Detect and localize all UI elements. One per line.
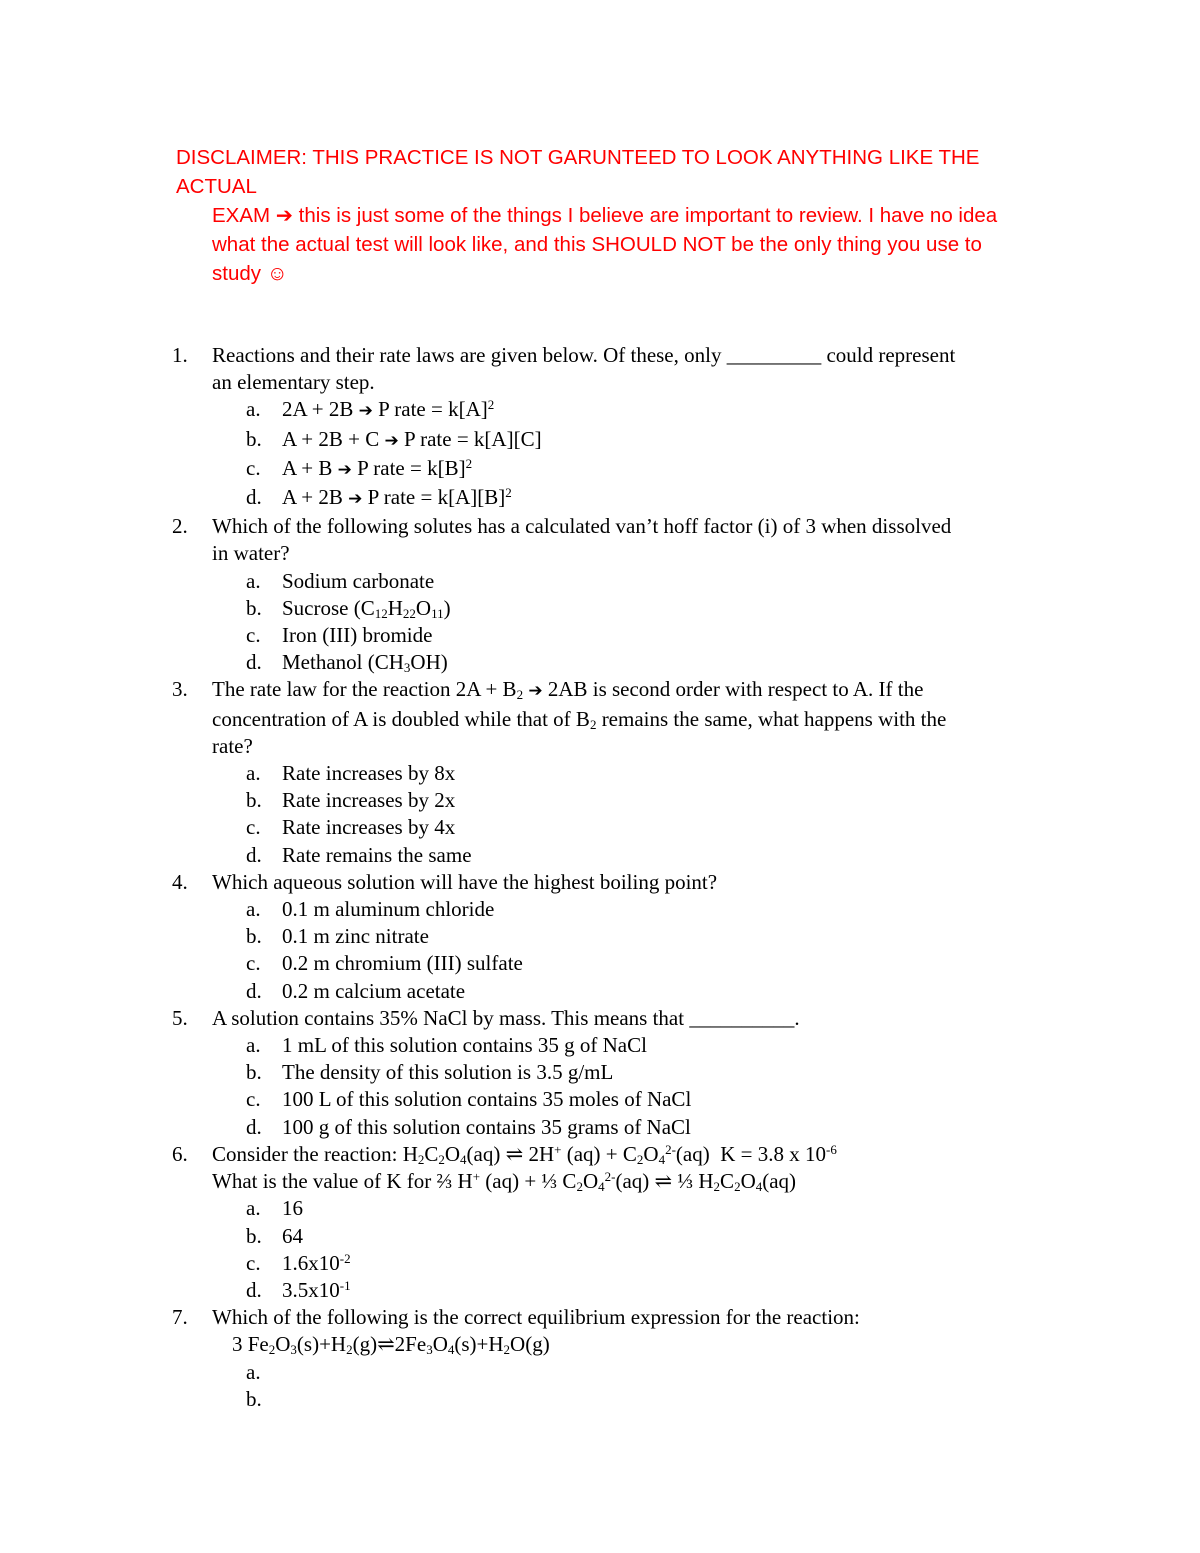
option-text: 0.2 m chromium (III) sulfate bbox=[282, 951, 523, 976]
question-number: 3. bbox=[172, 677, 188, 702]
question-text: The rate law for the reaction $2A + B_2$ ➔ 2AB is second order with respect to A. If the bbox=[212, 677, 924, 703]
option-text: 0.1 m aluminum chloride bbox=[282, 897, 495, 922]
answer-option bbox=[172, 649, 1072, 676]
question-5 bbox=[172, 1005, 1072, 1032]
answer-option bbox=[172, 1086, 1072, 1113]
option-text: 16 bbox=[282, 1196, 303, 1221]
option-letter: a. bbox=[246, 897, 261, 922]
question-text: rate? bbox=[212, 733, 253, 758]
question-number: 6. bbox=[172, 1141, 188, 1166]
option-letter: b. bbox=[246, 1223, 262, 1248]
option-text: 0.2 m calcium acetate bbox=[282, 978, 466, 1003]
answer-option bbox=[172, 1250, 1072, 1277]
answer-option bbox=[172, 1359, 1072, 1386]
option-letter: a. bbox=[246, 1359, 261, 1384]
answer-option bbox=[172, 1277, 1072, 1304]
option-text: A + 2B ➔ P rate = $k[A][B]^2$ bbox=[282, 485, 512, 510]
option-letter: b. bbox=[246, 426, 262, 451]
answer-option bbox=[172, 787, 1072, 814]
answer-option bbox=[172, 426, 1072, 455]
option-letter: c. bbox=[246, 623, 261, 648]
answer-option bbox=[172, 396, 1072, 425]
question-number: 5. bbox=[172, 1005, 188, 1030]
option-letter: a. bbox=[246, 568, 261, 593]
answer-option bbox=[172, 1032, 1072, 1059]
option-text: Sodium carbonate bbox=[282, 568, 435, 593]
question-3 bbox=[172, 676, 1072, 760]
question-text: in water? bbox=[212, 541, 290, 566]
disclaimer-line: study ☺ bbox=[212, 262, 288, 285]
option-letter: d. bbox=[246, 842, 262, 867]
option-text: Rate increases by 4x bbox=[282, 815, 456, 840]
disclaimer-line: what the actual test will look like, and this SHOULD NOT be the only thing you use to bbox=[212, 233, 982, 256]
option-text: Sucrose $(C_{12}H_{22}O_{11})$ bbox=[282, 595, 451, 621]
answer-option bbox=[172, 595, 1072, 622]
question-text: Which of the following solutes has a calculated van’t hoff factor (i) of 3 when dissolved bbox=[212, 514, 952, 539]
answer-option bbox=[172, 923, 1072, 950]
question-7 bbox=[172, 1304, 1072, 1331]
option-text: 2A + 2B ➔ P rate = $k[A]^2$ bbox=[282, 397, 495, 422]
answer-option bbox=[172, 1114, 1072, 1141]
question-text: Consider the reaction: $H_2C_2O_4(aq)$ ⇌ 2H+ $(aq) + C_2O_4^{2-}(aq) K = 3.8$ x $10^{-6}$ bbox=[212, 1141, 837, 1167]
option-letter: d. bbox=[246, 1114, 262, 1139]
question-number: 4. bbox=[172, 869, 188, 894]
disclaimer bbox=[176, 143, 1056, 288]
answer-option bbox=[172, 896, 1072, 923]
option-letter: a. bbox=[246, 1196, 261, 1221]
option-letter: d. bbox=[246, 650, 262, 675]
option-text bbox=[282, 1360, 287, 1384]
question-text: an elementary step. bbox=[212, 370, 375, 395]
option-text bbox=[282, 1387, 287, 1411]
question-number: 2. bbox=[172, 514, 188, 539]
option-letter: b. bbox=[246, 924, 262, 949]
option-letter: a. bbox=[246, 1033, 261, 1058]
option-letter: b. bbox=[246, 1386, 262, 1411]
answer-option bbox=[172, 760, 1072, 787]
option-text: A + 2B + C ➔ P rate = k[A][C] bbox=[282, 426, 542, 451]
option-text: 100 L of this solution contains 35 moles of NaCl bbox=[282, 1087, 692, 1112]
option-letter: c. bbox=[246, 951, 261, 976]
option-text: $3.5x10^{-1}$ bbox=[282, 1277, 351, 1302]
question-number: 1. bbox=[172, 343, 188, 367]
reaction-equation: 3 $Fe_2O_3(s)+H_2(g)\rightleftharpoons 2Fe_3O_4(s)+H_2O(g)$ bbox=[232, 1332, 550, 1358]
answer-option bbox=[172, 978, 1072, 1005]
question-2 bbox=[172, 513, 1072, 567]
answer-option bbox=[172, 1386, 1072, 1413]
answer-option bbox=[172, 568, 1072, 595]
question-text: Which aqueous solution will have the highest boiling point? bbox=[212, 869, 718, 894]
question-text: A solution contains 35% NaCl by mass. This means that __________. bbox=[212, 1005, 800, 1030]
option-text: 64 bbox=[282, 1223, 303, 1248]
question-list bbox=[172, 342, 1072, 1413]
option-text: $1.6x10^{-2}$ bbox=[282, 1250, 351, 1275]
answer-option bbox=[172, 455, 1072, 484]
answer-option bbox=[172, 950, 1072, 977]
answer-option bbox=[172, 1059, 1072, 1086]
question-4 bbox=[172, 869, 1072, 896]
question-number: 7. bbox=[172, 1305, 188, 1330]
option-text: Iron (III) bromide bbox=[282, 623, 433, 648]
question-text: Which of the following is the correct equilibrium expression for the reaction: bbox=[212, 1305, 860, 1330]
answer-option bbox=[172, 842, 1072, 869]
option-text: Methanol $(CH_3OH)$ bbox=[282, 650, 448, 676]
question-text: concentration of A is doubled while that of $B_2$ remains the same, what happens with the bbox=[212, 706, 947, 732]
disclaimer-line: EXAM ➔ this is just some of the things I believe are important to review. I have no idea bbox=[212, 204, 998, 227]
question-1 bbox=[172, 342, 1072, 396]
option-text: 100 g of this solution contains 35 grams of NaCl bbox=[282, 1114, 691, 1139]
disclaimer-line: DISCLAIMER: THIS PRACTICE IS NOT GARUNTEED TO LOOK ANYTHING LIKE THE ACTUAL bbox=[176, 146, 980, 198]
option-text: Rate increases by 8x bbox=[282, 761, 456, 786]
option-letter: b. bbox=[246, 595, 262, 620]
option-letter: c. bbox=[246, 1250, 261, 1275]
option-letter: b. bbox=[246, 788, 262, 813]
answer-option bbox=[172, 484, 1072, 513]
option-letter: d. bbox=[246, 485, 262, 510]
option-letter: a. bbox=[246, 761, 261, 786]
option-text: Rate remains the same bbox=[282, 842, 472, 867]
option-text: Rate increases by 2x bbox=[282, 788, 456, 813]
option-letter: d. bbox=[246, 1277, 262, 1302]
option-letter: c. bbox=[246, 455, 261, 480]
answer-option bbox=[172, 814, 1072, 841]
option-letter: d. bbox=[246, 978, 262, 1003]
answer-option bbox=[172, 1223, 1072, 1250]
answer-option bbox=[172, 622, 1072, 649]
option-text: A + B ➔ P rate = $k[B]^2$ bbox=[282, 455, 473, 480]
option-letter: a. bbox=[246, 397, 261, 422]
question-6 bbox=[172, 1141, 1072, 1195]
option-letter: c. bbox=[246, 1087, 261, 1112]
option-letter: b. bbox=[246, 1060, 262, 1085]
answer-option bbox=[172, 1195, 1072, 1222]
option-letter: c. bbox=[246, 815, 261, 840]
question-text: What is the value of K for ⅔ H+ (aq) + ⅓ $C_2O_4^{2-}(aq)$ ⇌ ⅓ $H_2C_2O_4(aq)$ bbox=[212, 1169, 797, 1195]
option-text: The density of this solution is 3.5 g/mL bbox=[282, 1060, 614, 1085]
option-text: 0.1 m zinc nitrate bbox=[282, 924, 429, 949]
question-text: Reactions and their rate laws are given below. Of these, only _________ could represent bbox=[212, 343, 956, 367]
option-text: 1 mL of this solution contains 35 g of NaCl bbox=[282, 1033, 647, 1058]
